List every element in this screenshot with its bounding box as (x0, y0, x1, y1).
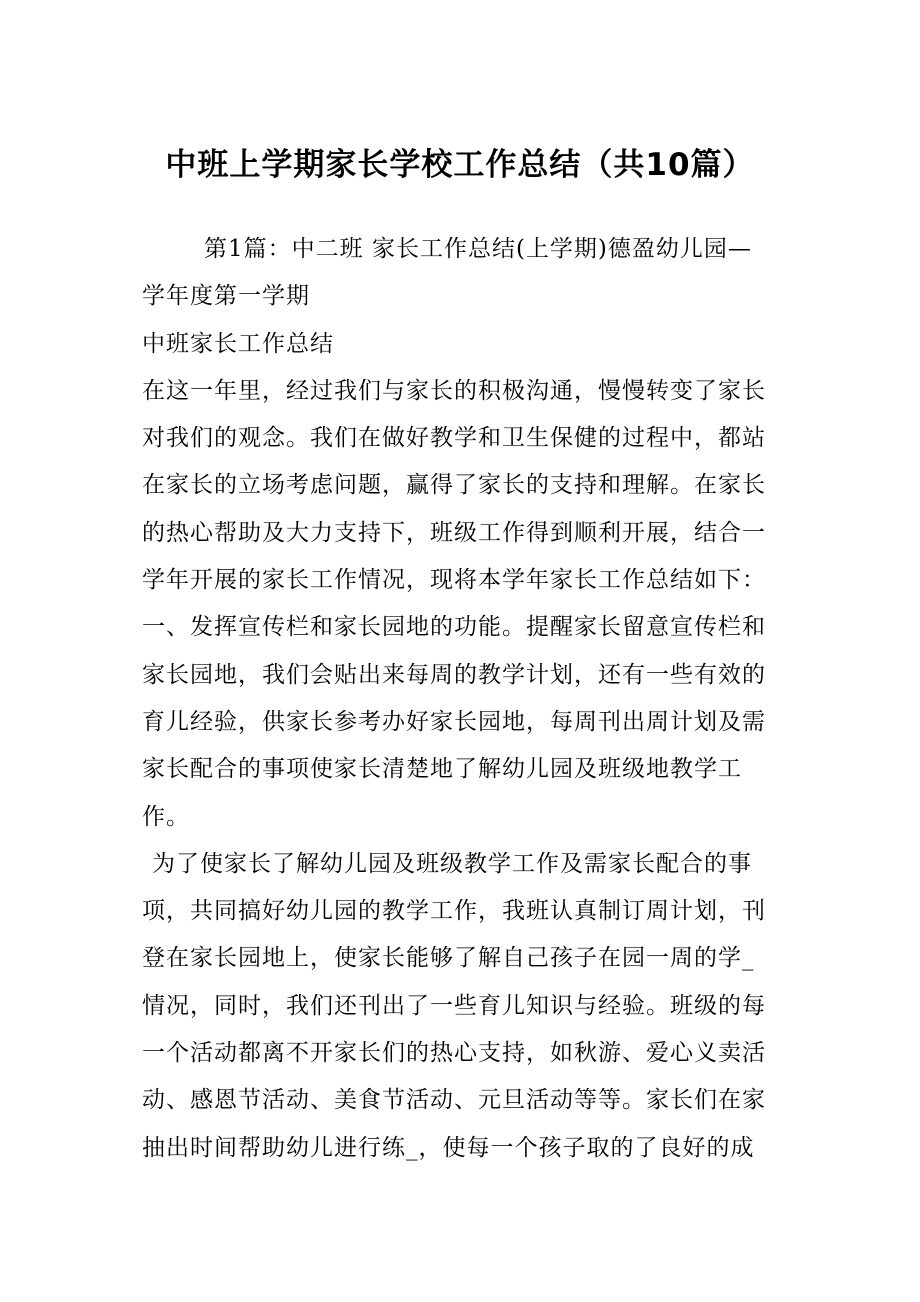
paragraph-line: 为了使家长了解幼儿园及班级教学工作及需家长配合的事 (152, 850, 752, 877)
paragraph-line: 作。 (142, 803, 190, 830)
paragraph-line: 情况，同时，我们还刊出了一些育儿知识与经验。班级的每 (142, 992, 766, 1019)
paragraph-line: 的热心帮助及大力支持下，班级工作得到顺利开展，结合一 (142, 519, 766, 546)
paragraph-line: 登在家长园地上，使家长能够了解自己孩子在园一周的学_ (142, 945, 755, 972)
paragraph-line: 育儿经验，供家长参考办好家长园地，每周刊出周计划及需 (142, 708, 766, 735)
document-title: 中班上学期家长学校工作总结（共10篇） (165, 147, 755, 183)
paragraph-line: 项，共同搞好幼儿园的教学工作，我班认真制订周计划，刊 (142, 898, 766, 925)
section-heading: 中班家长工作总结 (142, 330, 334, 357)
paragraph-line: 家长园地，我们会贴出来每周的教学计划，还有一些有效的 (142, 661, 766, 688)
paragraph-line: 在家长的立场考虑问题，赢得了家长的支持和理解。在家长 (142, 472, 766, 499)
paragraph-line: 一个活动都离不开家长们的热心支持，如秋游、爱心义卖活 (142, 1040, 766, 1067)
paragraph-line: 家长配合的事项使家长清楚地了解幼儿园及班级地教学工 (142, 756, 742, 783)
paragraph-line: 抽出时间帮助幼儿进行练_，使每一个孩子取的了良好的成 (142, 1134, 755, 1161)
paragraph-line: 学年开展的家长工作情况，现将本学年家长工作总结如下： (142, 567, 766, 594)
document-body (142, 226, 802, 1172)
paragraph-line: 一、发挥宣传栏和家长园地的功能。提醒家长留意宣传栏和 (142, 614, 766, 641)
paragraph-line: 学年度第一学期 (142, 283, 310, 310)
paragraph-line: 在这一年里，经过我们与家长的积极沟通，慢慢转变了家长 (142, 377, 766, 404)
paragraph-line: 第1篇：中二班 家长工作总结(上学期)德盈幼儿园— (204, 236, 752, 262)
paragraph-line: 动、感恩节活动、美食节活动、元旦活动等等。家长们在家 (142, 1087, 766, 1114)
paragraph-line: 对我们的观念。我们在做好教学和卫生保健的过程中，都站 (142, 425, 766, 452)
